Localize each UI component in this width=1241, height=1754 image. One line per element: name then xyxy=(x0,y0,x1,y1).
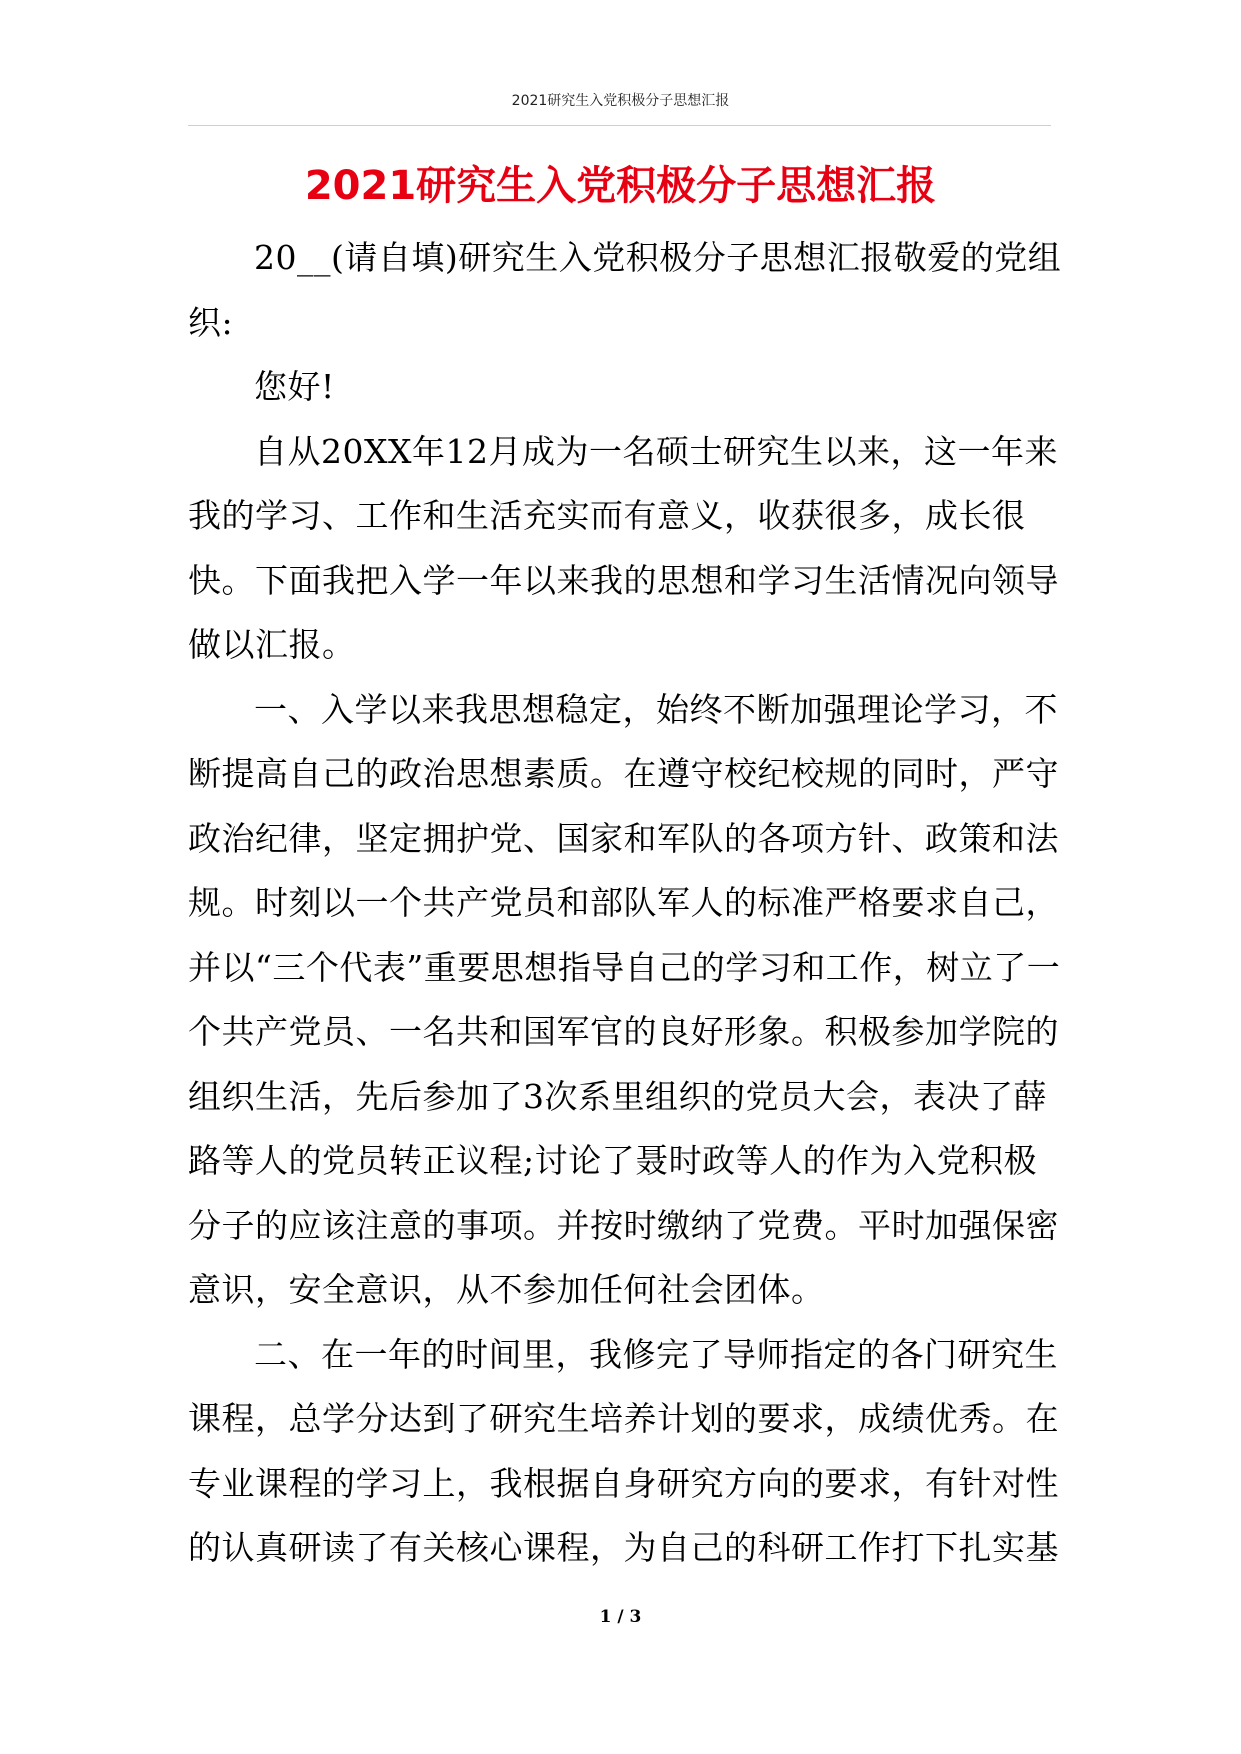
page-number: 1 / 3 xyxy=(599,1607,642,1627)
paragraph-section-two: 二、在一年的时间里，我修完了导师指定的各门研究生课程，总学分达到了研究生培养计划的要求，成绩优秀。在专业课程的学习上，我根据自身研究方向的要求，有针对性的认真研读了有关核心课程，为自己的科研工作打下扎实基 xyxy=(188,1334,1059,1567)
running-header: 2021研究生入党积极分子思想汇报 xyxy=(511,93,730,109)
header-divider xyxy=(188,125,1051,126)
paragraph-section-one: 一、入学以来我思想稳定，始终不断加强理论学习，不断提高自己的政治思想素质。在遵守校纪校规的同时，严守政治纪律，坚定拥护党、国家和军队的各项方针、政策和法规。时刻以一个共产党员和部队军人的标准严格要求自己，并以“三个代表”重要思想指导自己的学习和工作，树立了一个共产党员、一名共和国军官的良好形象。积极参加学院的组织生活，先后参加了3次系里组织的党员大会，表决了薛路等人的党员转正议程;讨论了聂时政等人的作为入党积极分子的应该注意的事项。并按时缴纳了党费。平时加强保密意识，安全意识，从不参加任何社会团体。 xyxy=(188,689,1061,1309)
document-body xyxy=(188,226,1064,1581)
paragraph-intro: 自从20XX年12月成为一名硕士研究生以来，这一年来我的学习、工作和生活充实而有意义，收获很多，成长很快。下面我把入学一年以来我的思想和学习生活情况向领导做以汇报。 xyxy=(188,431,1059,664)
document-title: 2021研究生入党积极分子思想汇报 xyxy=(304,163,937,209)
paragraph-salutation: 20__(请自填)研究生入党积极分子思想汇报敬爱的党组织: xyxy=(188,238,1062,342)
paragraph-greeting: 您好! xyxy=(254,367,335,406)
